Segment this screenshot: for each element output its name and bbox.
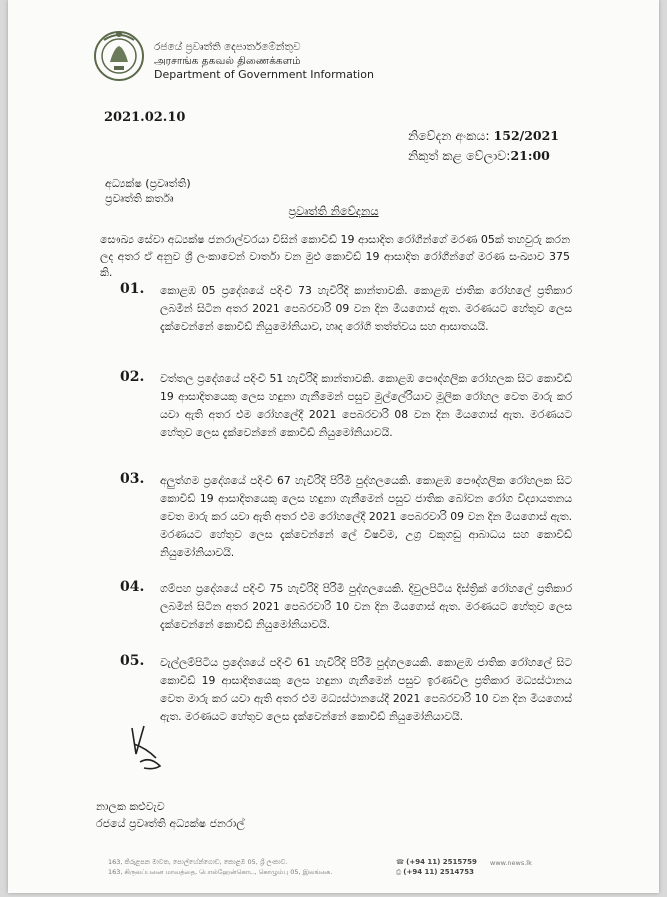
document-date: 2021.02.10 xyxy=(104,110,186,125)
intro-paragraph: සෞඛ්‍ය සේවා අධ්‍යක්ෂ ජනරාල්වරයා විසින් කොවිඩ් 19 ආසාදිත රෝගීන්ගේ මරණ 05ක් තහවුරු කරන ලද අතර ඒ අනුව ශ්‍රී ලංකාවෙන් වාර්තා වන මුළු කොවිඩ් 19 ආසාදිත රෝගීන්ගේ මරණ සංඛ්‍යාව 375 කි. xyxy=(100,233,570,279)
addressee xyxy=(105,176,191,206)
footer-website[interactable]: www.news.lk xyxy=(490,859,532,867)
footer-address-tamil: 163, கிருலப்பனை மாவத்தை, பொல்ஹேன்கொட, கொழும்பு 05, இலங்கை. xyxy=(108,868,333,876)
phone-icon: ☎ xyxy=(396,858,407,866)
document-page xyxy=(8,0,659,893)
item-number: 05. xyxy=(120,653,145,669)
org-name-english: Department of Government Information xyxy=(154,68,374,81)
org-name-sinhala: රජයේ ප්‍රවෘත්ති දෙපාර්තමේන්තුව xyxy=(154,41,301,53)
list-item xyxy=(96,654,572,726)
signer-name: නාලක කළුවැව xyxy=(96,800,165,813)
release-number-label: නිවේදන අංකය: xyxy=(408,128,490,143)
list-item xyxy=(96,370,572,442)
item-text: අලුත්ගම ප්‍රදේශයේ පදිංචි 67 හැවිරිදි පිරිමි පුද්ගලයෙකි. කොළඹ පෞද්ගලික රෝහලක සිට කොවිඩ් 19 ආසාදිතයෙකු ලෙස හඳුනා ගැනීමෙන් පසුව ජාතික බෝවන රෝග විද්‍යායතනය වෙත මාරු කර යවා ඇති අතර එම රෝහලේදී 2021 පෙබරවාරි 09 වන දින මියගොස් ඇත. මරණයට හේතුව ලෙස දැක්වෙන්නේ ලේ විෂවීම, උග්‍ර වකුගඩු ආබාධය සහ කොවිඩ් නියුමෝනියාවයි. xyxy=(160,474,572,559)
release-time-value: 21:00 xyxy=(510,148,550,163)
footer-fax-line xyxy=(396,867,477,877)
fax-icon: ⎙ xyxy=(396,868,404,876)
footer-address xyxy=(108,857,332,877)
footer-address-sinhala: 163, කිරුළපන මාවත, පොල්හේන්ගොඩ, කොළඹ 05, ශ්‍රී ලංකාව. xyxy=(108,858,288,866)
item-text: වත්තල ප්‍රදේශයේ පදිංචි 51 හැවිරිදි කාන්තාවකි. කොළඹ පෞද්ගලික රෝහලක සිට කොවිඩ් 19 ආසාදිතයෙකු ලෙස හඳුනා ගැනීමෙන් පසුව මුල්ලේරියාව මූලික රෝහල වෙත මාරු කර යවා ඇති අතර එම රෝහලේදී 2021 පෙබරවාරි 08 වන දින මියගොස් ඇත. මරණයට හේතුව ලෙස දැක්වෙන්නේ කොවිඩ් නියුමෝනියාවයි. xyxy=(160,372,572,439)
item-number: 04. xyxy=(120,579,145,595)
release-number-value: 152/2021 xyxy=(493,128,559,143)
signature-icon xyxy=(126,718,170,776)
document-heading: ප්‍රවෘත්ති නිවේදනය xyxy=(288,204,379,218)
org-name-tamil: அரசாங்க தகவல் திணைக்களம் xyxy=(154,55,301,67)
list-item xyxy=(96,282,572,336)
release-number-line xyxy=(408,126,559,146)
organization-name-block xyxy=(154,40,374,82)
list-item xyxy=(96,580,572,634)
list-item xyxy=(96,472,572,562)
addressee-line-2: ප්‍රවෘත්ති කර්තෘ xyxy=(105,192,174,205)
release-reference xyxy=(408,126,559,166)
release-time-label: නිකුත් කළ වේලාව: xyxy=(408,148,511,163)
item-number: 03. xyxy=(120,471,145,487)
item-number: 02. xyxy=(120,369,145,385)
footer-phone: (+94 11) 2515759 xyxy=(406,858,477,866)
footer-phone-line xyxy=(396,857,477,867)
release-time-line xyxy=(408,146,559,166)
item-text: වැල්ලම්පිටිය ප්‍රදේශයේ පදිංචි 61 හැවිරිදි පිරිමි පුද්ගලයෙකි. කොළඹ ජාතික රෝහලේ සිට කොවිඩ් 19 ආසාදිතයෙකු ලෙස හඳුනා ගැනීමෙන් පසුව ඉරණවිල ප්‍රතිකාර මධ්‍යස්ථානය වෙත මාරු කර යවා ඇති අතර එම මධ්‍යස්ථානයේදී 2021 පෙබරවාරි 10 වන දින මියගොස් ඇත. මරණයට හේතුව ලෙස දැක්වෙන්නේ කොවිඩ් නියුමෝනියාවයි. xyxy=(160,656,572,723)
sri-lanka-emblem-icon xyxy=(92,26,146,86)
signer-title: රජයේ ප්‍රවෘත්ති අධ්‍යක්ෂ ජනරාල් xyxy=(96,817,245,830)
footer-fax: (+94 11) 2514753 xyxy=(403,868,474,876)
item-number: 01. xyxy=(120,281,145,297)
addressee-line-1: අධ්‍යක්ෂ (ප්‍රවෘත්ති) xyxy=(105,177,191,190)
item-text: ගම්පහ ප්‍රදේශයේ පදිංචි 75 හැවිරිදි පිරිමි පුද්ගලයෙකි. දිවුලපිටිය දිස්ත්‍රික් රෝහලේ ප්‍රතිකාර ලබමින් සිටින අතර 2021 පෙබරවාරි 10 වන දින මියගොස් ඇත. මරණයට හේතුව ලෙස දැක්වෙන්නේ කොවිඩ් නියුමෝනියාවයි. xyxy=(160,582,572,631)
item-text: කොළඹ 05 ප්‍රදේශයේ පදිංචි 73 හැවිරිදි කාන්තාවකි. කොළඹ ජාතික රෝහලේ ප්‍රතිකාර ලබමින් සිටින අතර 2021 පෙබරවාරි 09 වන දින මියගොස් ඇත. මරණයට හේතුව ලෙස දැක්වෙන්නේ කොවිඩ් නියුමෝනියාව, හෘද රෝගී තත්ත්වය සහ ආසාතයයි. xyxy=(160,284,572,333)
signer-block xyxy=(96,798,245,832)
footer-contact xyxy=(396,857,477,877)
